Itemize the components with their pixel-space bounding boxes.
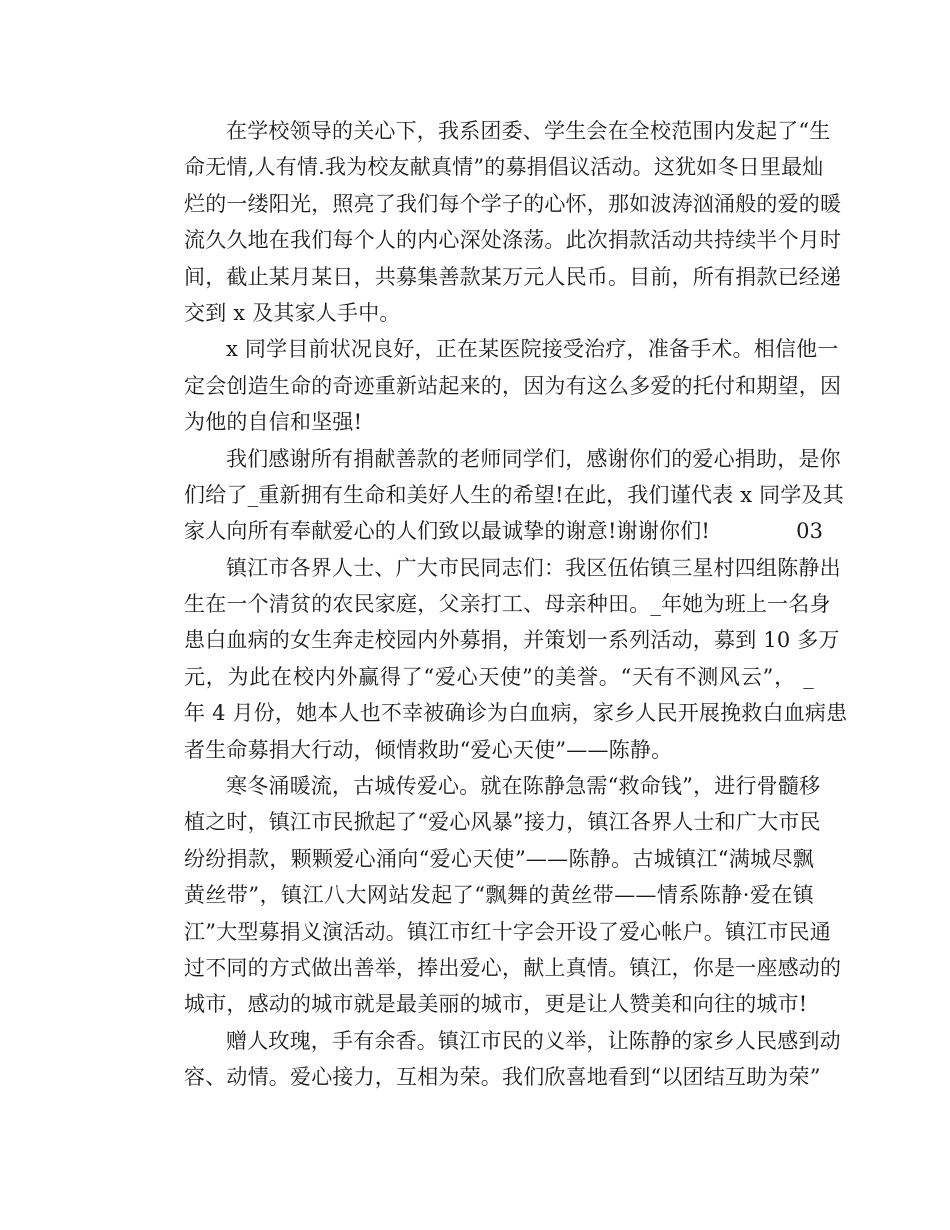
text-line: 流久久地在我们每个人的内心深处涤荡。此次捐款活动共持续半个月时 [184,228,842,253]
paragraph-5 [142,768,842,1023]
text-line: 命无情,人有情.我为校友献真情”的募捐倡议活动。这犹如冬日里最灿 [184,155,824,180]
text-line: 患白血病的女生奔走校园内外募捐，并策划一系列活动，募到 10 多万 [184,628,840,653]
text-line: 在学校领导的关心下，我系团委、学生会在全校范围内发起了“生 [226,119,831,143]
text-line: 烂的一缕阳光，照亮了我们每个学子的心怀，那如波涛汹涌般的爱的暖 [184,191,842,216]
text-line: 镇江市各界人士、广大市民同志们：我区伍佑镇三星村四组陈静出 [226,555,841,580]
text-line: 生在一个清贫的农民家庭，父亲打工、母亲种田。_年她为班上一名身 [184,592,831,617]
text-line: 年 4 月份，她本人也不幸被确诊为白血病，家乡人民开展挽救白血病患 [184,701,848,726]
text-line: 元，为此在校内外赢得了“爱心天使”的美誉。“天有不测风云”， _ [184,664,814,689]
text-line: 间，截止某月某日，共募集善款某万元人民币。目前，所有捐款已经递 [184,264,842,289]
text-line: 纷纷捐款，颗颗爱心涌向“爱心天使”——陈静。古城镇江“满城尽飘 [184,846,814,871]
text-line-content: 家人向所有奉献爱心的人们致以最诚挚的谢意!谢谢你们! [184,519,711,544]
text-line: 赠人玫瑰，手有余香。镇江市民的义举，让陈静的家乡人民感到动 [226,1028,841,1053]
text-line: 我们感谢所有捐献善款的老师同学们，感谢你们的爱心捐助，是你 [226,446,841,471]
paragraph-4 [142,550,848,768]
text-line: 寒冬涌暖流，古城传爱心。就在陈静急需“救命钱”，进行骨髓移 [226,774,821,799]
text-line: 交到 x 及其家人手中。 [184,300,401,325]
page-marker: 03 [796,519,824,544]
paragraph-6 [142,1023,841,1096]
text-line: 城市，感动的城市就是最美丽的城市，更是让人赞美和向往的城市! [184,992,808,1017]
text-line: x 同学目前状况良好，正在某医院接受治疗，准备手术。相信他一 [226,337,839,362]
text-line: 过不同的方式做出善举，捧出爱心，献上真情。镇江，你是一座感动的 [184,955,842,980]
paragraph-2 [142,331,842,440]
document-body [142,113,848,1096]
text-line: 为他的自信和坚强! [184,410,363,435]
paragraph-3 [142,441,844,550]
text-line: 容、动情。爱心接力，互相为荣。我们欣喜地看到“以团结互助为荣” [184,1065,821,1090]
text-line: 江”大型募捐义演活动。镇江市红十字会开设了爱心帐户。镇江市民通 [184,919,831,944]
text-line [142,513,824,549]
text-line: 植之时，镇江市民掀起了“爱心风暴”接力，镇江各界人士和广大市民 [184,810,821,835]
text-line: 黄丝带”，镇江八大网站发起了“飘舞的黄丝带——情系陈静·爱在镇 [184,883,814,908]
text-line: 们给了_重新拥有生命和美好人生的希望!在此，我们谨代表 x 同学及其 [184,482,844,507]
text-line: 定会创造生命的奇迹重新站起来的，因为有这么多爱的托付和期望，因 [184,373,842,398]
paragraph-1 [142,113,842,331]
text-line: 者生命募捐大行动，倾情救助“爱心天使”——陈静。 [184,737,673,762]
